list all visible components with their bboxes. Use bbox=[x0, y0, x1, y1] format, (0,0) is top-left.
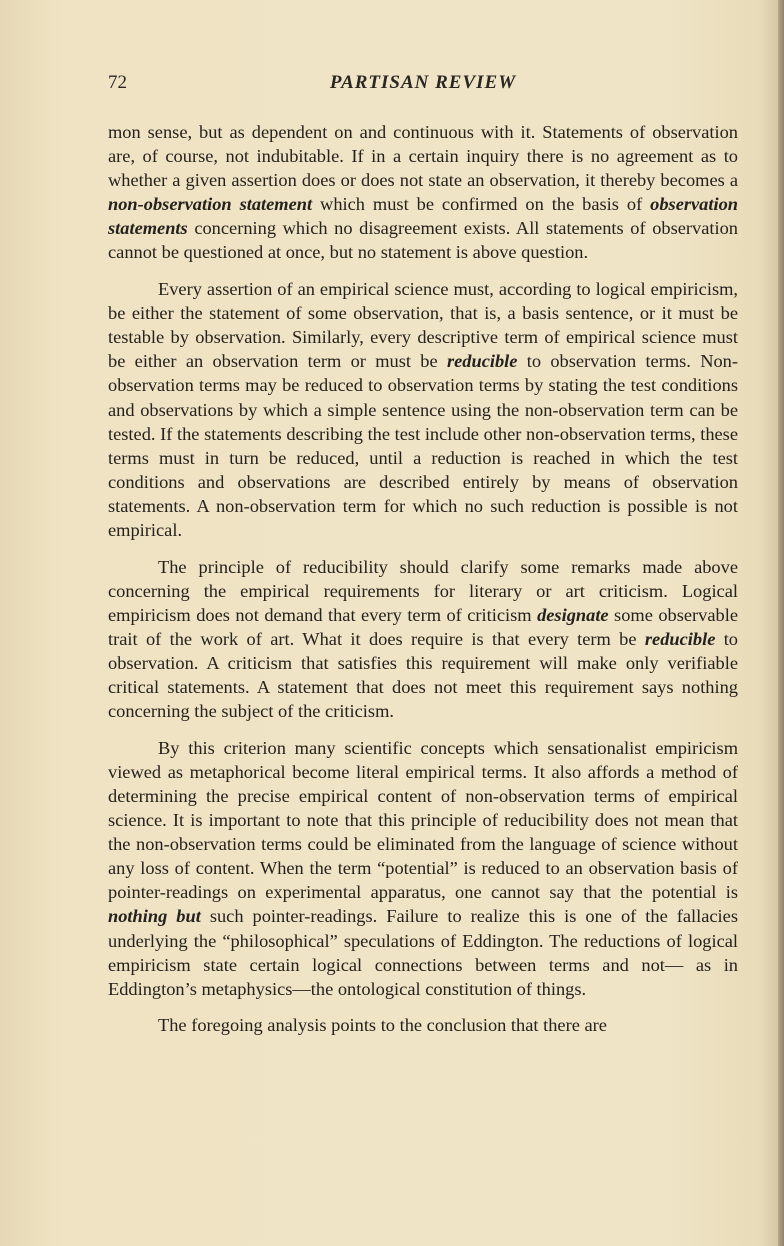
text-run: to observation terms. Non-observation terms may be reduced to observation terms by stating the test conditions and observations by which a simple sentence using the non-observation term can be tested. If the statements describing the test include other non-observation terms, these terms must in turn be reduced, until a reduction is reached in which the test conditions and observations are described entirely by means of observation statements. A non-observation term for which no such reduction is possible is not empirical. bbox=[108, 351, 739, 540]
paragraph bbox=[108, 555, 738, 724]
text-run: By this criterion many scientific concepts which sensationalist empiricism viewed as metaphorical become literal empirical terms. It also affords a method of determining the precise empirical content of non-observation terms of empirical science. It is important to note that this principle of reducibility does not mean that the non-observation terms could be eliminated from the language of science without any loss of content. When the term “potential” is reduced to an observation basis of pointer-readings on experimental apparatus, one cannot say that the potential is bbox=[108, 737, 738, 903]
text-run: mon sense, but as dependent on and continuous with it. Statements of observation are, of course, not indubitable. If in a certain inquiry there is no agreement as to whether a given assertion does or does not state an observation, it thereby becomes a bbox=[108, 122, 738, 191]
paragraph bbox=[108, 120, 738, 265]
text-run: some observable trait of the work of art. What it does require is that every term be bbox=[108, 604, 738, 649]
text-run: which must be confirmed on the basis of bbox=[312, 194, 651, 215]
paragraph bbox=[108, 736, 738, 1001]
italic-phrase: designate bbox=[537, 604, 609, 625]
italic-phrase: reducible bbox=[446, 351, 518, 372]
page-number: 72 bbox=[108, 72, 127, 93]
page-edge bbox=[778, 0, 784, 1246]
italic-phrase: non-observation statement bbox=[108, 194, 313, 215]
text-run: Every assertion of an empirical science must, according to logical empiricism, be either the statement of some observation, that is, a basis sentence, or it must be testable by observation. Similarly, every descriptive term of empirical science must be either an observation term or must be bbox=[108, 279, 738, 372]
text-run: The foregoing analysis points to the conclusion that there are bbox=[158, 1015, 607, 1036]
italic-phrase: nothing but bbox=[108, 906, 201, 927]
running-title: PARTISAN REVIEW bbox=[329, 72, 517, 93]
paragraph bbox=[108, 1013, 738, 1037]
paragraph bbox=[108, 277, 738, 542]
body-text bbox=[108, 120, 738, 1050]
text-run: to observation. A criticism that satisfies this requirement will make only verifiable critical statements. A statement that does not meet this requirement says nothing concerning the subject of the criticism. bbox=[108, 628, 739, 722]
text-run: concerning which no disagreement exists. All statements of observation cannot be questioned at once, but no statement is above question. bbox=[108, 218, 738, 263]
text-run: such pointer-readings. Failure to realize this is one of the fallacies underlying the “philosophical” speculations of Eddington. The reductions of logical empiricism state certain logical connections between terms and not— as in Eddington’s metaphysics—the ontological constitution of things. bbox=[108, 906, 738, 999]
italic-phrase: reducible bbox=[644, 628, 716, 649]
page-header bbox=[108, 72, 738, 100]
text-run: The principle of reducibility should clarify some remarks made above concerning the empirical requirements for literary or art criticism. Logical empiricism does not demand that every term of criticism bbox=[108, 556, 738, 625]
italic-phrase: observation statements bbox=[108, 194, 739, 239]
